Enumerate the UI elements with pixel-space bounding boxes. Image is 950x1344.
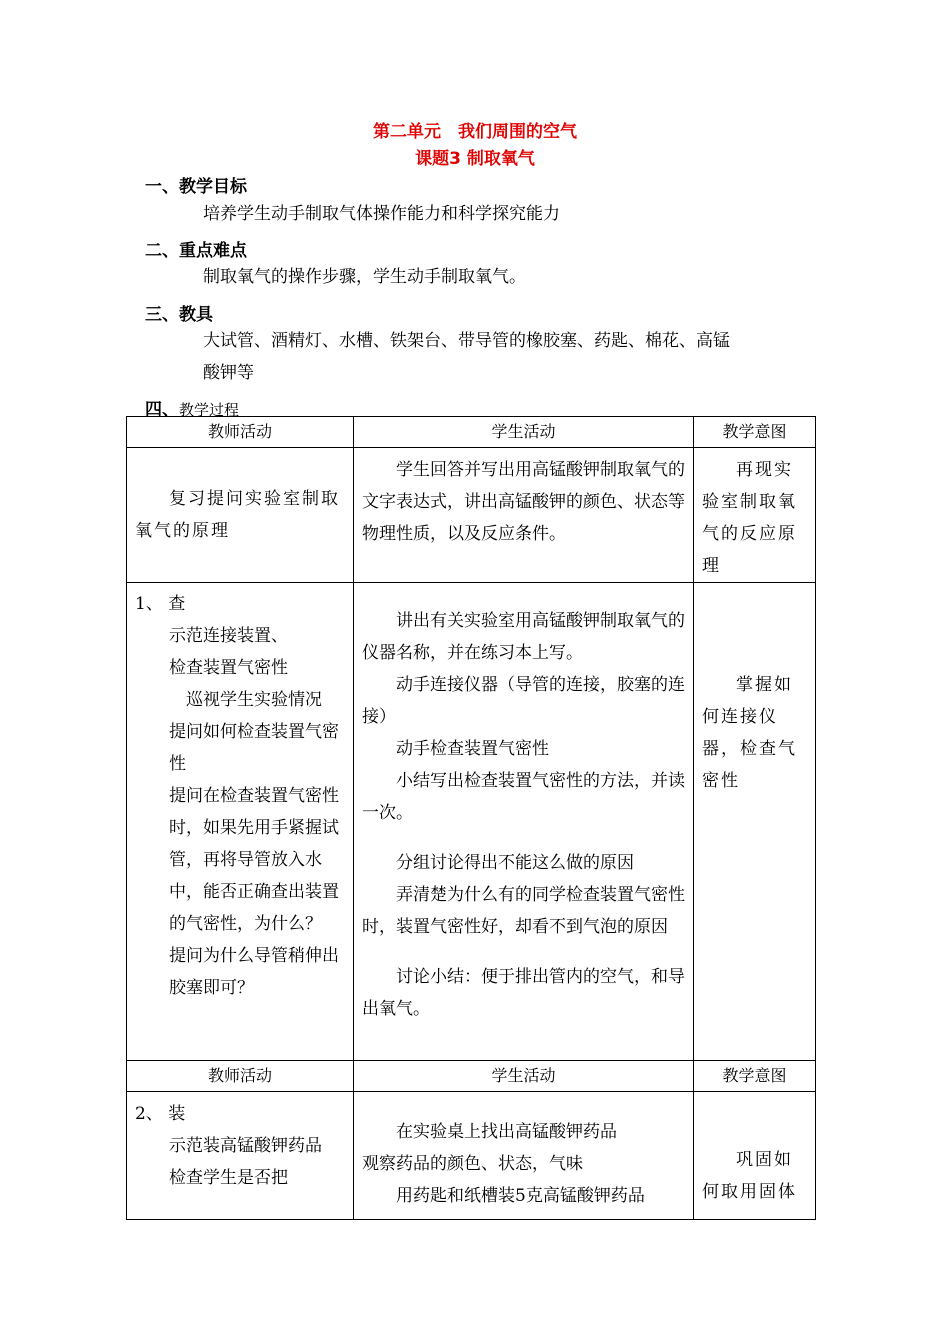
row2-teacher-line: 提问为什么导管稍伸出胶塞即可？ — [169, 946, 339, 998]
row2-intent-text: 掌握如何连接仪器，检查气密性 — [702, 675, 797, 791]
teaching-process-table — [126, 416, 816, 1220]
row3-student-p2: 观察药品的颜色、状态，气味 — [362, 1154, 583, 1174]
section-objectives-text: 培养学生动手制取气体操作能力和科学探究能力 — [203, 204, 560, 224]
lesson-title: 课题3 制取氧气 — [415, 149, 535, 169]
table-row — [127, 583, 816, 1061]
row3-teacher-line: 检查学生是否把 — [169, 1168, 288, 1188]
row1-intent-text: 再现实验室制取氧气的反应原理 — [702, 460, 797, 576]
row3-intent-text: 巩固如何取用固体 — [702, 1150, 797, 1202]
header2-teacher: 教师活动 — [127, 1061, 354, 1092]
row3-teacher — [127, 1092, 354, 1220]
header2-intent: 教学意图 — [694, 1061, 816, 1092]
row3-student — [354, 1092, 694, 1220]
table-header-row — [127, 417, 816, 448]
header2-student: 学生活动 — [354, 1061, 694, 1092]
row2-student-p1: 讲出有关实验室用高锰酸钾制取氧气的仪器名称，并在练习本上写。 — [362, 611, 685, 663]
row2-student-p6: 弄清楚为什么有的同学检查装置气密性时，装置气密性好，却看不到气泡的原因 — [362, 885, 685, 937]
row2-teacher-step: 1、 查 — [135, 594, 186, 614]
section-tools-heading: 三、教具 — [145, 305, 213, 325]
section-objectives-heading: 一、教学目标 — [145, 177, 247, 197]
table-row — [127, 448, 816, 583]
row2-student-p4: 小结写出检查装置气密性的方法，并读一次。 — [362, 771, 685, 823]
section-tools-text — [203, 325, 730, 389]
row1-teacher-text: 复习提问实验室制取氧气的原理 — [135, 489, 340, 541]
row3-student-p3: 用药匙和纸槽装5克高锰酸钾药品 — [396, 1186, 645, 1206]
row2-student-p5: 分组讨论得出不能这么做的原因 — [396, 853, 634, 873]
section-keypoints-text: 制取氧气的操作步骤，学生动手制取氧气。 — [203, 267, 526, 287]
row2-student-p7: 讨论小结：便于排出管内的空气，和导出氧气。 — [362, 967, 685, 1019]
header-student: 学生活动 — [354, 417, 694, 448]
section-tools-line2: 酸钾等 — [203, 363, 254, 383]
row1-teacher — [127, 448, 354, 583]
header-teacher: 教师活动 — [127, 417, 354, 448]
section-process-number: 四、 — [145, 400, 179, 420]
table-row — [127, 1092, 816, 1220]
unit-title: 第二单元 我们周围的空气 — [373, 122, 577, 142]
header-intent: 教学意图 — [694, 417, 816, 448]
row3-student-p1: 在实验桌上找出高锰酸钾药品 — [396, 1122, 617, 1142]
row2-teacher-line: 提问在检查装置气密性时，如果先用手紧握试管，再将导管放入水中，能否正确查出装置的气密性，为什么？ — [169, 786, 339, 934]
row2-student — [354, 583, 694, 1061]
row2-teacher — [127, 583, 354, 1061]
section-keypoints-heading: 二、重点难点 — [145, 241, 247, 261]
row2-teacher-line: 提问如何检查装置气密性 — [169, 722, 339, 774]
row2-student-p2: 动手连接仪器（导管的连接，胶塞的连接） — [362, 675, 685, 727]
row1-student-text: 学生回答并写出用高锰酸钾制取氧气的文字表达式，讲出高锰酸钾的颜色、状态等物理性质，以及反应条件。 — [362, 460, 685, 544]
row2-teacher-line: 检查装置气密性 — [169, 658, 288, 678]
table-header-row-2 — [127, 1061, 816, 1092]
row2-intent — [694, 583, 816, 1061]
row3-teacher-step: 2、 装 — [135, 1104, 186, 1124]
row3-intent — [694, 1092, 816, 1220]
section-process-label: 教学过程 — [179, 401, 240, 419]
row3-teacher-line: 示范装高锰酸钾药品 — [169, 1136, 322, 1156]
row2-student-p3: 动手检查装置气密性 — [396, 739, 549, 759]
row2-teacher-line: 巡视学生实验情况 — [186, 690, 322, 710]
row1-intent — [694, 448, 816, 583]
row2-teacher-line: 示范连接装置、 — [169, 626, 288, 646]
row1-student — [354, 448, 694, 583]
section-tools-line1: 大试管、酒精灯、水槽、铁架台、带导管的橡胶塞、药匙、棉花、高锰 — [203, 331, 730, 351]
